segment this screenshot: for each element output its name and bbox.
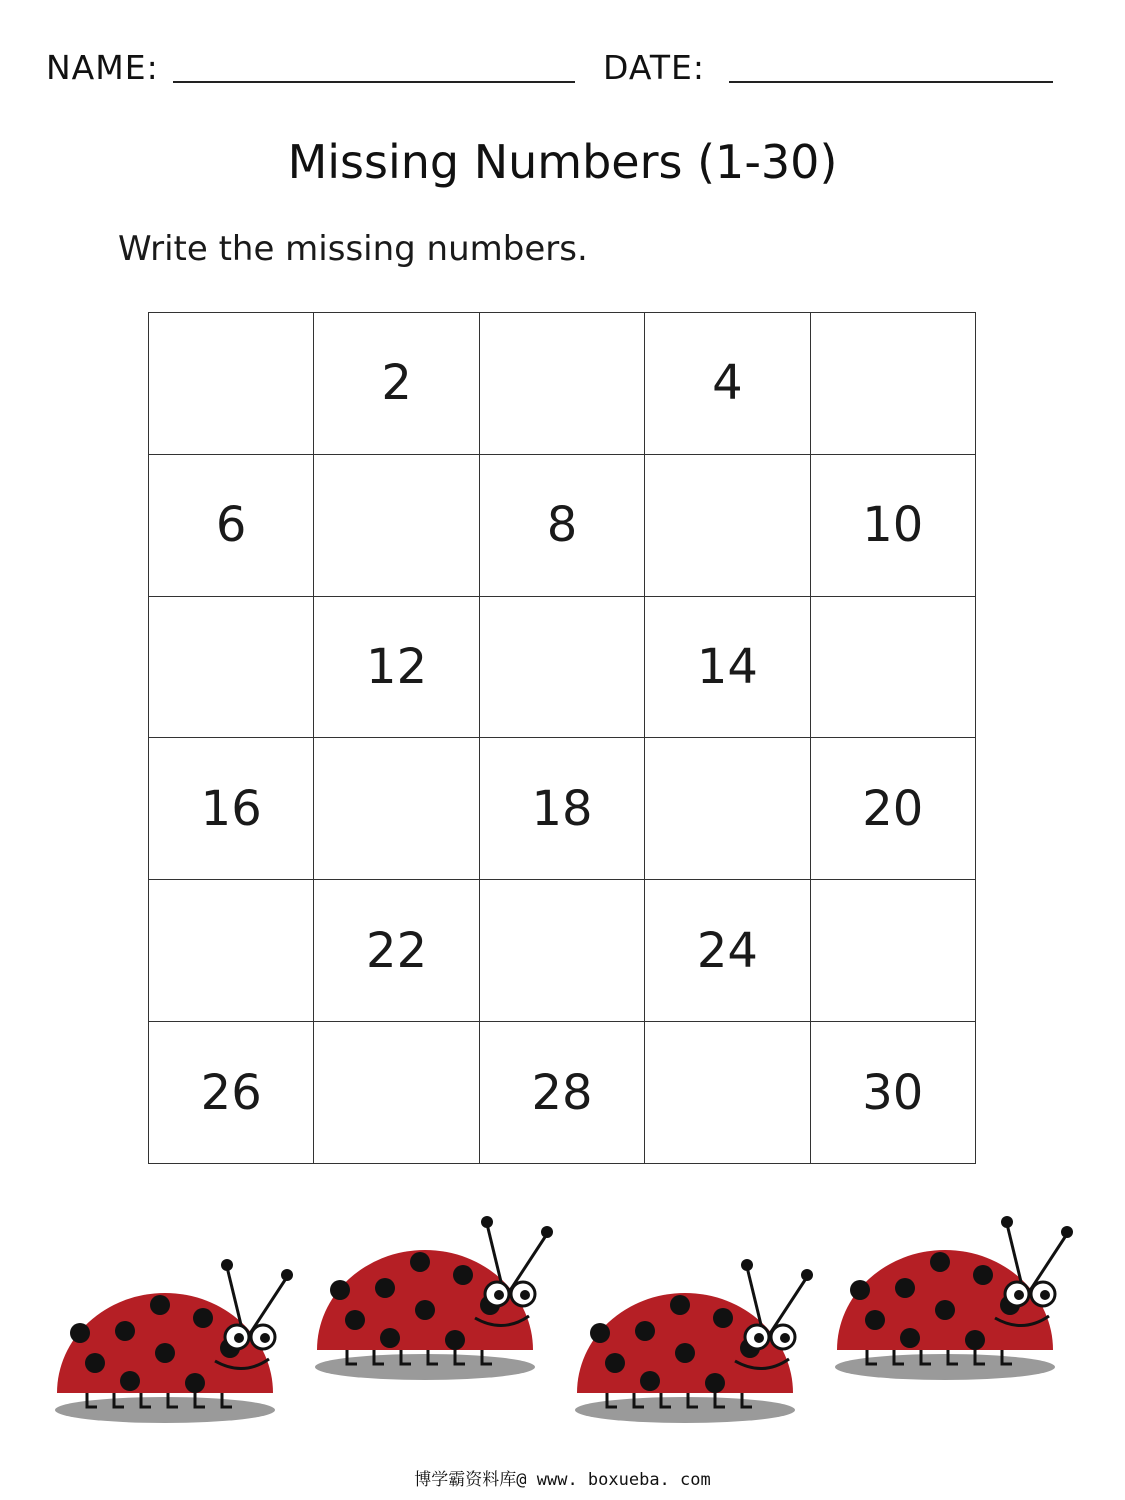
date-label: DATE: [603, 48, 705, 87]
date-field-line[interactable] [729, 81, 1053, 83]
grid-cell-number: 14 [645, 597, 810, 739]
grid-cell-blank[interactable] [314, 738, 479, 880]
grid-cell-blank[interactable] [314, 1022, 479, 1164]
ladybug-icon [835, 1216, 1073, 1380]
grid-cell-blank[interactable] [645, 738, 810, 880]
grid-cell-number: 22 [314, 880, 479, 1022]
grid-cell-number: 20 [811, 738, 976, 880]
grid-cell-number: 10 [811, 455, 976, 597]
name-label: NAME: [46, 48, 159, 87]
ladybug-icon [315, 1216, 553, 1380]
grid-cell-number: 6 [149, 455, 314, 597]
grid-cell-blank[interactable] [811, 313, 976, 455]
footer-watermark: 博学霸资料库@ www. boxueba. com [414, 1470, 711, 1490]
grid-cell-number: 16 [149, 738, 314, 880]
grid-cell-blank[interactable] [480, 313, 645, 455]
grid-cell-blank[interactable] [811, 880, 976, 1022]
grid-cell-number: 18 [480, 738, 645, 880]
grid-cell-number: 2 [314, 313, 479, 455]
ladybug-illustration [0, 1195, 1125, 1435]
grid-cell-number: 24 [645, 880, 810, 1022]
grid-cell-blank[interactable] [645, 1022, 810, 1164]
grid-cell-blank[interactable] [149, 880, 314, 1022]
instruction-text: Write the missing numbers. [118, 229, 588, 269]
grid-cell-number: 4 [645, 313, 810, 455]
grid-cell-number: 12 [314, 597, 479, 739]
name-field-line[interactable] [173, 81, 575, 83]
grid-cell-blank[interactable] [149, 597, 314, 739]
number-grid [148, 312, 976, 1164]
grid-cell-blank[interactable] [645, 455, 810, 597]
grid-cell-number: 26 [149, 1022, 314, 1164]
header-row [46, 48, 1056, 88]
grid-cell-blank[interactable] [811, 597, 976, 739]
ladybug-icon [55, 1259, 293, 1423]
ladybug-icon [575, 1259, 813, 1423]
page-title: Missing Numbers (1-30) [287, 135, 838, 189]
grid-cell-blank[interactable] [149, 313, 314, 455]
grid-cell-number: 8 [480, 455, 645, 597]
grid-cell-number: 30 [811, 1022, 976, 1164]
grid-cell-number: 28 [480, 1022, 645, 1164]
grid-cell-blank[interactable] [480, 880, 645, 1022]
grid-cell-blank[interactable] [480, 597, 645, 739]
grid-cell-blank[interactable] [314, 455, 479, 597]
